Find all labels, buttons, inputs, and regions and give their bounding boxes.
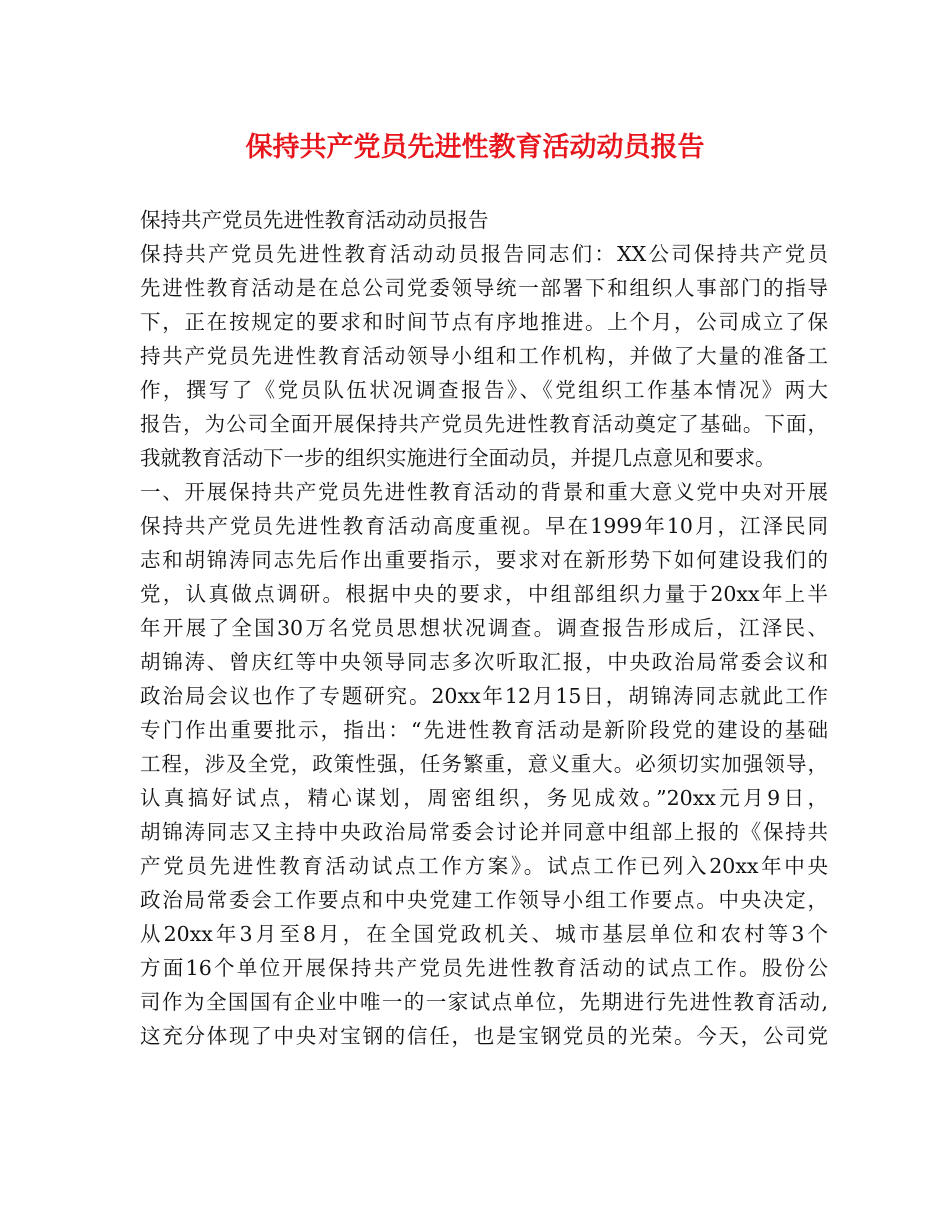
body-line: 作，撰写了《党员队伍状况调查报告》、《党组织工作基本情况》两大 <box>140 378 828 402</box>
body-line: 下，正在按规定的要求和时间节点有序地推进。上个月，公司成立了保 <box>140 310 828 334</box>
body-line: 保持共产党员先进性教育活动动员报告 <box>140 208 489 232</box>
body-line: 从20xx年3月至8月，在全国党政机关、城市基层单位和农村等3个 <box>140 922 828 946</box>
body-line: 保持共产党员先进性教育活动高度重视。早在1999年10月，江泽民同 <box>140 514 828 538</box>
body-line: 方面16个单位开展保持共产党员先进性教育活动的试点工作。股份公 <box>140 956 828 980</box>
body-line: 先进性教育活动是在总公司党委领导统一部署下和组织人事部门的指导 <box>140 276 828 300</box>
document-body <box>140 203 828 1053</box>
body-line: 保持共产党员先进性教育活动动员报告同志们：XX公司保持共产党员 <box>140 242 828 266</box>
body-line: 报告，为公司全面开展保持共产党员先进性教育活动奠定了基础。下面， <box>140 412 828 436</box>
body-line: 党，认真做点调研。根据中央的要求，中组部组织力量于20xx年上半 <box>140 582 828 606</box>
body-line: 胡锦涛同志又主持中央政治局常委会讨论并同意中组部上报的《保持共 <box>140 820 828 844</box>
body-line: 司作为全国国有企业中唯一的一家试点单位，先期进行先进性教育活动, <box>140 990 828 1014</box>
body-line: 我就教育活动下一步的组织实施进行全面动员，并提几点意见和要求。 <box>140 446 776 470</box>
body-line: 工程，涉及全党，政策性强，任务繁重，意义重大。必须切实加强领导， <box>140 752 828 776</box>
body-line: 专门作出重要批示，指出：“先进性教育活动是新阶段党的建设的基础 <box>140 718 828 742</box>
body-line: 产党员先进性教育活动试点工作方案》。试点工作已列入20xx年中央 <box>140 854 828 878</box>
body-line: 持共产党员先进性教育活动领导小组和工作机构，并做了大量的准备工 <box>140 344 828 368</box>
body-line: 认真搞好试点，精心谋划，周密组织，务见成效。”20xx元月9日， <box>140 786 828 810</box>
document-title: 保持共产党员先进性教育活动动员报告 <box>245 132 705 163</box>
body-line: 政治局会议也作了专题研究。20xx年12月15日，胡锦涛同志就此工作 <box>140 684 828 708</box>
body-line: 政治局常委会工作要点和中央党建工作领导小组工作要点。中央决定， <box>140 888 828 912</box>
body-line: 志和胡锦涛同志先后作出重要指示，要求对在新形势下如何建设我们的 <box>140 548 828 572</box>
body-line: 年开展了全国30万名党员思想状况调查。调查报告形成后，江泽民、 <box>140 616 828 640</box>
body-line: 一、开展保持共产党员先进性教育活动的背景和重大意义党中央对开展 <box>140 480 828 504</box>
body-line: 这充分体现了中央对宝钢的信任，也是宝钢党员的光荣。今天，公司党 <box>140 1024 828 1048</box>
body-line: 胡锦涛、曾庆红等中央领导同志多次听取汇报，中央政治局常委会议和 <box>140 650 828 674</box>
